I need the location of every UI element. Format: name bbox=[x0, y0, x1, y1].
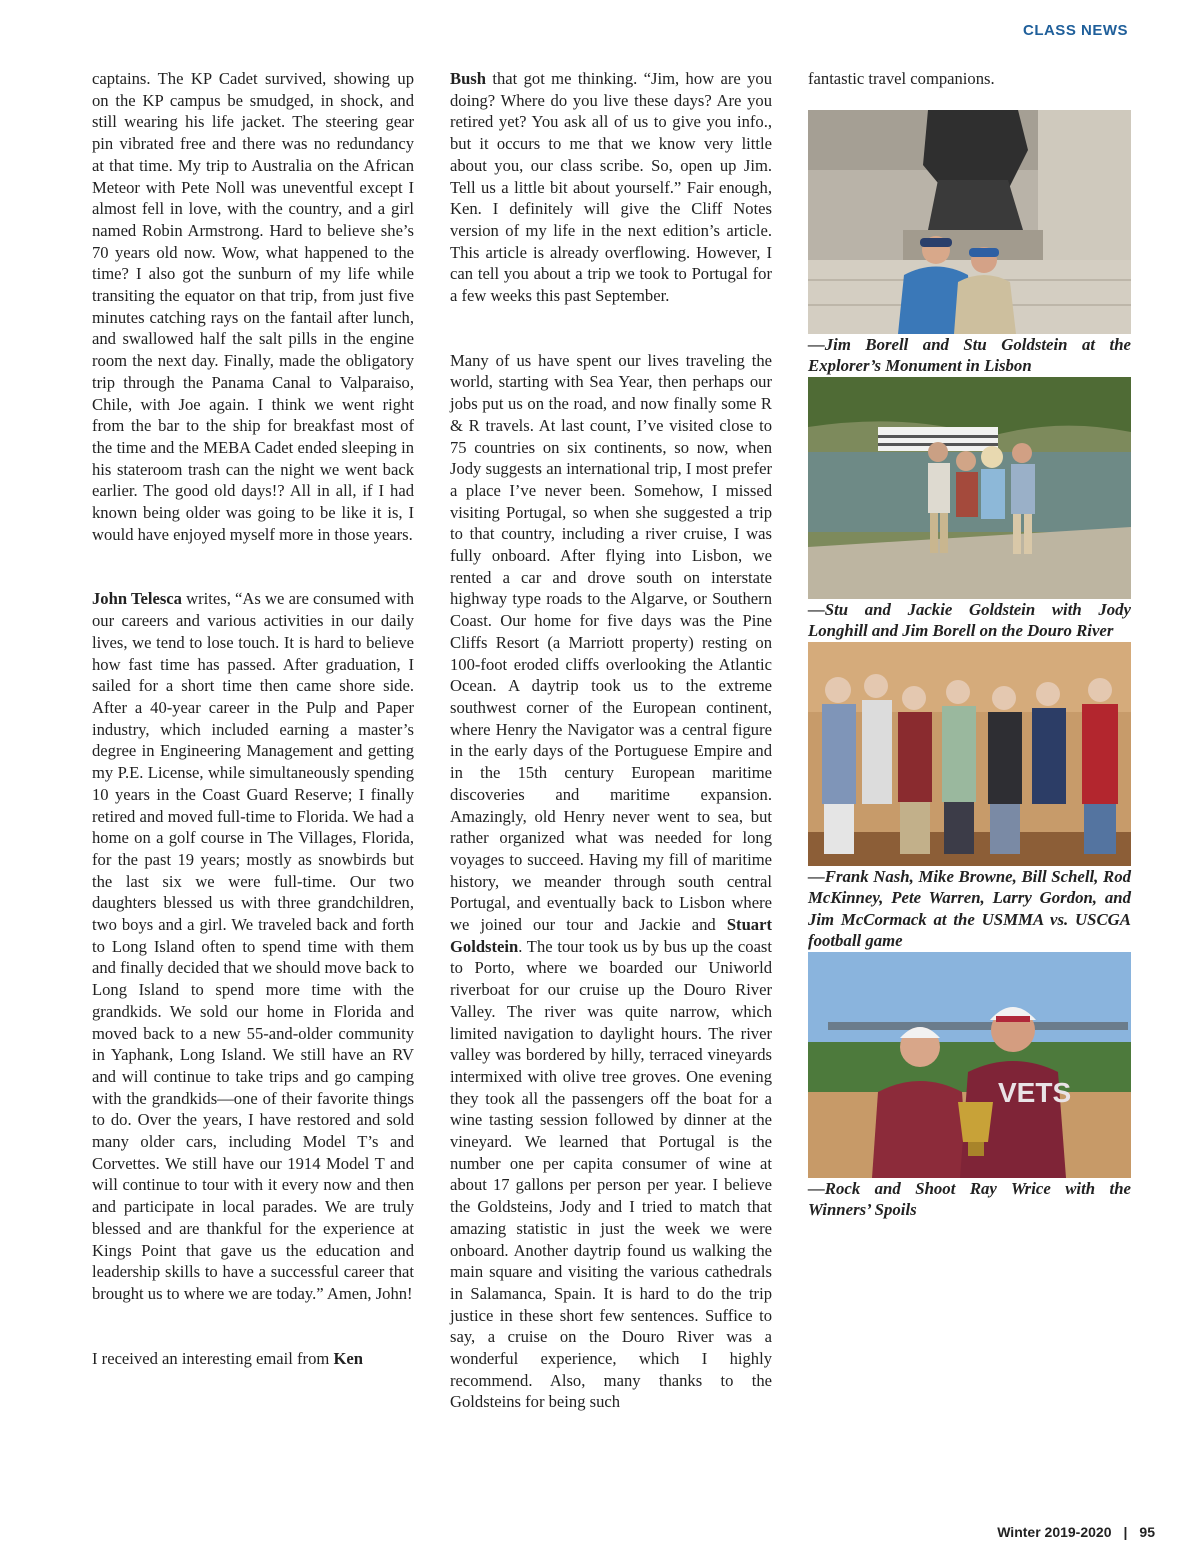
paragraph-text: . The tour took us by bus up the coast to Porto, where we boarded our Uniworld riverboat for our cruise up the Douro River Valley. The river was quite narrow, which limited navigation to daylight hours. The river valley was bordered by hilly, terraced vineyards intermixed with olive tree groves. One evening they took all the passengers off the boat for a wine tasting session followed by dinner at the vineyard. We learned that Portugal is the number one per capita consumer of wine at about 17 gallons per person per year. I believe the Goldsteins, Jody and I tried to match that amazing statistic in just the week we were onboard. Another daytrip found us walking the main square and visiting the various cathedrals in Salamanca, Spain. It is hard to do the trip justice in these short few sentences. Suffice to say, a cruise on the Douro River was a wonderful experience, which I highly recommend. Also, many thanks to the Goldsteins for being such bbox=[450, 936, 772, 1412]
photo-caption: —Stu and Jackie Goldstein with Jody Longhill and Jim Borell on the Douro River bbox=[808, 599, 1131, 641]
issue-label: Winter 2019-2020 bbox=[997, 1524, 1112, 1540]
person-name: Ken bbox=[333, 1348, 363, 1368]
paragraph: fantastic travel companions. bbox=[808, 69, 995, 88]
paragraph bbox=[92, 588, 414, 1304]
person-name: Bush bbox=[450, 69, 486, 88]
photo-group bbox=[808, 642, 1131, 866]
paragraph-text: I received an interesting email from bbox=[92, 1348, 334, 1368]
column-3 bbox=[808, 68, 1131, 1221]
paragraph bbox=[92, 1348, 414, 1370]
photo-trophy-image bbox=[808, 952, 1131, 1178]
paragraph-text: that got me thinking. “Jim, how are you doing? Where do you live these days? Are you retired yet? You ask all of us to give you info., but it occurs to me that we know very little about you, our class scribe. So, open up Jim. Tell us a little bit about yourself.” Fair enough, Ken. I definitely will give the Cliff Notes version of my life in the next edition’s article. This article is already overflowing. However, I can tell you about a trip we took to Portugal for a few weeks this past September. bbox=[450, 69, 772, 306]
photo-caption: —Frank Nash, Mike Browne, Bill Schell, Rod McKinney, Pete Warren, Larry Gordon, and Jim McCormack at the USMMA vs. USCGA football game bbox=[808, 866, 1131, 951]
person-name: Stuart Goldstein bbox=[450, 915, 772, 956]
page-footer bbox=[997, 1524, 1155, 1540]
column-2 bbox=[450, 68, 772, 1413]
photo-caption: —Jim Borell and Stu Goldstein at the Explorer’s Monument in Lisbon bbox=[808, 334, 1131, 376]
photo-monument-image bbox=[808, 110, 1131, 334]
paragraph bbox=[450, 68, 772, 307]
person-name: John Telesca bbox=[92, 589, 182, 609]
paragraph bbox=[450, 350, 772, 1413]
photo-trophy bbox=[808, 952, 1131, 1178]
photo-monument bbox=[808, 110, 1131, 334]
photo-group-image bbox=[808, 642, 1131, 866]
page-number: 95 bbox=[1139, 1524, 1155, 1540]
photo-river bbox=[808, 377, 1131, 599]
paragraph: captains. The KP Cadet survived, showing up on the KP campus be smudged, in shock, and still wearing his life jacket. The steering gear pin vibrated free and there was no redundancy at that time. My trip to Australia on the African Meteor with Pete Noll was uneventful except I almost fell in love, with the country, and a girl named Robin Armstrong. Hard to believe she’s 70 years old now. Wow, what happened to the time? I also got the sunburn of my life while transiting the equator on that trip, from just five minutes catching rays on the fantail after lunch, and swallowed half the salt pills in the engine room the next day. Finally, made the obligatory trip through the Panama Canal to Valparaiso, Chile, with Joe again. I think we went right from the bar to the ship for breakfast most of the time and the MEBA Cadet ended sleeping in his stateroom trash can the night we went back earlier. The good old days!? All in all, if I had known being older was going to be like it is, I would have enjoyed myself more in those years. bbox=[92, 69, 414, 544]
section-header: CLASS NEWS bbox=[1022, 22, 1128, 39]
photo-river-image bbox=[808, 377, 1131, 599]
footer-separator: | bbox=[1123, 1524, 1128, 1540]
jersey-text: VETS bbox=[998, 1076, 1072, 1108]
paragraph-text: Many of us have spent our lives traveling the world, starting with Sea Year, then perhaps our jobs put us on the road, and now finally some R & R travels. At last count, I’ve visited close to 75 countries on six continents, so now, when Jody suggests an international trip, I most prefer a place I’ve never been. Somehow, I missed visiting Portugal, so when she suggested a trip to that country, including a river cruise, I was fully onboard. After flying into Lisbon, we rented a car and drove south on interstate highway type roads to the Algarve, or Southern Coast. Our home for five days was the Pine Cliffs Resort (a Marriott property) resting on 100-foot eroded cliffs overlooking the Atlantic Ocean. A daytrip took us to the extreme southwest corner of the European continent, where Henry the Navigator was a central figure in the early days of the Portuguese Empire and in the 15th century European maritime discoveries and maritime expansion. Amazingly, old Henry never went to sea, but rather organized what was needed for long voyages to succeed. Having my fill of maritime history, we meander through south central Portugal, and eventually back to Lisbon where we joined our tour and Jackie and bbox=[450, 350, 772, 935]
column-1 bbox=[92, 68, 414, 1369]
paragraph-text: writes, “As we are consumed with our careers and various activities in our daily lives, we tend to lose touch. It is hard to believe how fast time has passed. After graduation, I sailed for a short time then came shore side. After a 40-year career in the Pulp and Paper industry, which included earning a master’s degree in Engineering Management and getting my P.E. License, while simultaneously spending 10 years in the Coast Guard Reserve; I finally retired and moved full-time to Florida. We had a home on a golf course in The Villages, Florida, for the past 19 years; mostly as snowbirds but the last six we were full-time. Our two daughters blessed us with three grandchildren, two boys and a girl. We traveled back and forth to Long Island often to spend time with them and finally decided that we should move back to Long Island to spend more time with the grandkids. We sold our home in Florida and moved back to a new 55-and-older community in Yaphank, Long Island. We still have an RV and will continue to take trips and go camping with the grandkids—one of their favorite things to do. Over the years, I have restored and sold many older cars, including Model T’s and Corvettes. We still have our 1914 Model T and will continue to tour with it every now and then and participate in local parades. We are truly blessed and are thankful for the experience at Kings Point that gave us the education and leadership skills to have a successful career that brought us to where we are today.” Amen, John! bbox=[92, 589, 414, 1303]
photo-caption: —Rock and Shoot Ray Wrice with the Winners’ Spoils bbox=[808, 1178, 1131, 1220]
